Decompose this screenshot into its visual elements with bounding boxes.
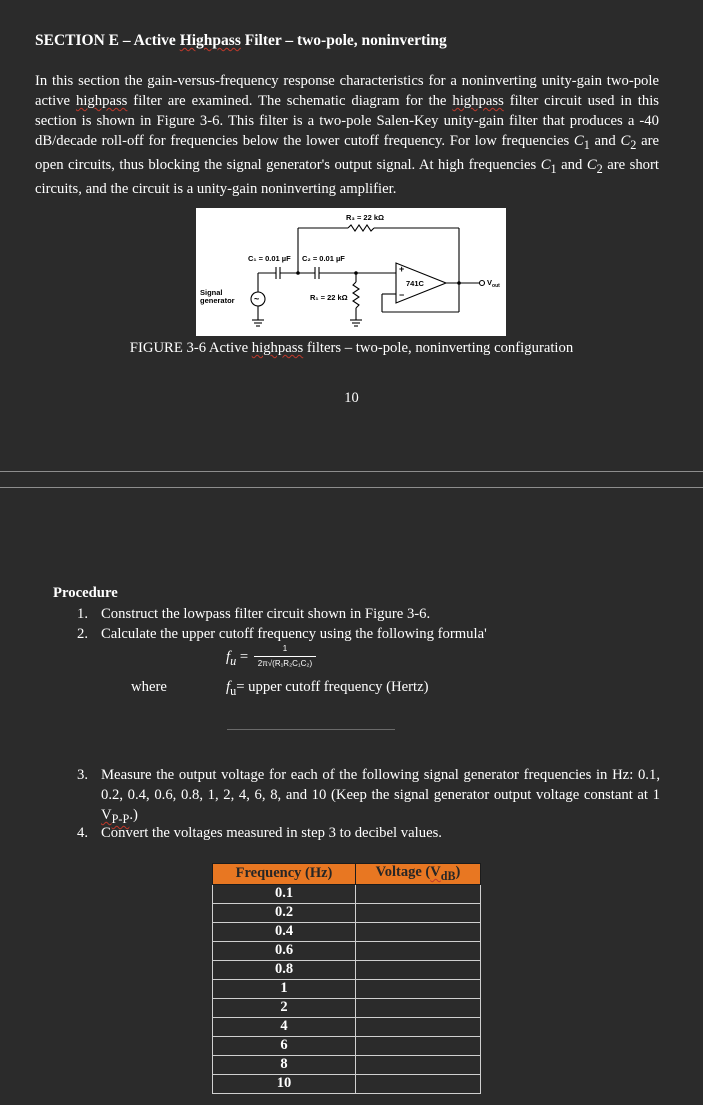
step-2: 2. Calculate the upper cutoff frequency using the following formula': [77, 626, 487, 642]
voltage-cell[interactable]: [356, 1074, 481, 1093]
label-r1: R₁ = 22 kΩ: [310, 293, 348, 302]
label-opamp: 741C: [406, 279, 424, 288]
voltage-cell[interactable]: [356, 941, 481, 960]
label-c2: C₂ = 0.01 µF: [302, 254, 345, 263]
header-frequency: Frequency (Hz): [213, 864, 356, 885]
voltage-cell[interactable]: [356, 903, 481, 922]
table-row: 0.8: [213, 960, 481, 979]
resistor-r1: [353, 282, 359, 308]
table-row: 6: [213, 1036, 481, 1055]
circuit-schematic: [196, 208, 506, 336]
table-row: 0.6: [213, 941, 481, 960]
svg-text:~: ~: [254, 294, 260, 304]
label-c1: C₁ = 0.01 µF: [248, 254, 291, 263]
step-4: 4. Convert the voltages measured in step 3 to decibel values.: [77, 825, 442, 841]
table-row: 0.1: [213, 884, 481, 903]
voltage-cell[interactable]: [356, 884, 481, 903]
where-label: where: [131, 679, 167, 695]
voltage-cell[interactable]: [356, 1036, 481, 1055]
table-row: 0.4: [213, 922, 481, 941]
svg-text:−: −: [399, 290, 405, 300]
procedure-title: Procedure: [53, 585, 118, 601]
page-number: 10: [344, 390, 359, 406]
table-row: 4: [213, 1017, 481, 1036]
cutoff-formula: $f_u$ =: [226, 649, 249, 668]
voltage-cell[interactable]: [356, 922, 481, 941]
label-generator: generator: [200, 296, 235, 305]
formula-numerator: 1: [282, 644, 288, 653]
label-r3: R₃ = 22 kΩ: [346, 213, 385, 222]
label-vout: $V_{out}$: [487, 278, 500, 289]
where-definition: $f_u=$ upper cutoff frequency (Hertz): [226, 679, 429, 698]
resistor-r3: [348, 225, 374, 231]
voltage-cell[interactable]: [356, 960, 481, 979]
table-row: 1: [213, 979, 481, 998]
header-voltage: Voltage $(V_{dB})$: [356, 864, 481, 885]
intro-paragraph: In this section the gain-versus-frequency response characteristics for a noninverting unity-gain two-pole active highpass filter are examined. The schematic diagram for the highpass filter circuit used in this section is shown in Figure 3-6. This filter is a two-pole Salen-Key unity-gain filter that produces a -40 dB/decade roll-off for frequencies below the lower cutoff frequency. For low frequencies $C_1$ and $C_2$ are open circuits, thus blocking the signal generator's output signal. At high frequencies $C_1$ and $C_2$ are short circuits, and the circuit is a unity-gain noninverting amplifier.: [35, 73, 659, 197]
table-row: 10: [213, 1074, 481, 1093]
table-row: 0.2: [213, 903, 481, 922]
section-heading: SECTION E – Active Highpass Filter – two-pole, noninverting: [35, 32, 447, 49]
figure-caption: FIGURE 3-6 Active highpass filters – two-pole, noninverting configuration: [129, 340, 574, 356]
voltage-cell[interactable]: [356, 998, 481, 1017]
voltage-cell[interactable]: [356, 1055, 481, 1074]
answer-blank-line: [227, 729, 395, 730]
step-3: 3. Measure the output voltage for each of the following signal generator frequencies in Hz: 0.1, 0.2, 0.4, 0.6, 0.8, 1, 2, 4, 6, 8, and 10 (Keep the signal generator output voltage constant at 1 $V_{P-P}$.): [77, 767, 660, 826]
label-signal: Signal: [200, 288, 223, 297]
formula-denominator: 2π√(R₁R₂C₁C₂): [257, 659, 313, 668]
formula-fraction-bar: [254, 656, 316, 657]
table-row: 8: [213, 1055, 481, 1074]
voltage-cell[interactable]: [356, 979, 481, 998]
table-row: 2: [213, 998, 481, 1017]
voltage-cell[interactable]: [356, 1017, 481, 1036]
page-break-divider: [0, 471, 703, 488]
schematic-figure: [196, 208, 506, 336]
step-1: 1. Construct the lowpass filter circuit shown in Figure 3-6.: [77, 606, 431, 622]
heading-highlight-word: Highpass: [179, 32, 241, 49]
frequency-voltage-table: [212, 863, 481, 1094]
svg-text:+: +: [399, 264, 405, 274]
